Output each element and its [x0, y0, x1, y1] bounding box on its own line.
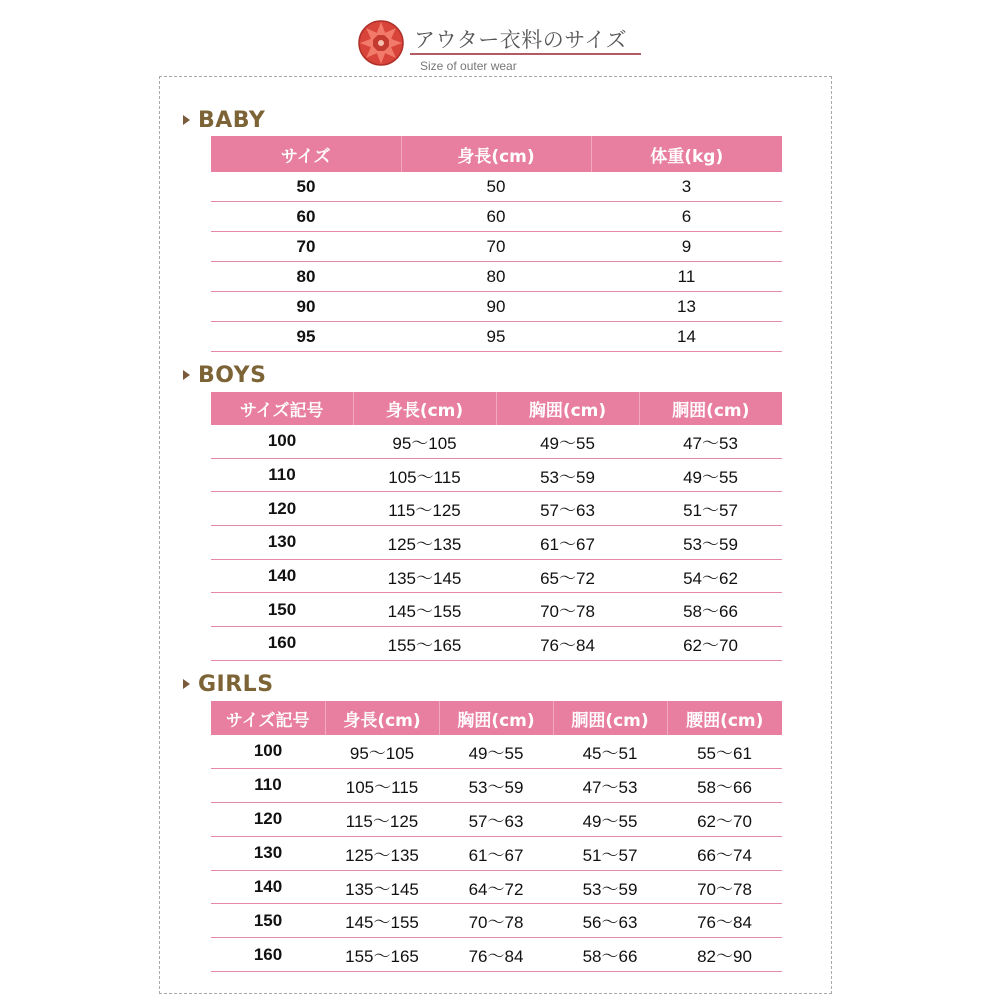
measurement-cell: 125～135 — [325, 836, 439, 870]
column-header: 身長(cm) — [325, 701, 439, 735]
measurement-cell: 54～62 — [639, 559, 782, 593]
red-gear-badge-icon — [356, 18, 406, 68]
size-cell: 100 — [211, 425, 353, 458]
table-row — [211, 172, 782, 202]
column-header: 胸囲(cm) — [439, 701, 553, 735]
measurement-cell: 61～67 — [439, 836, 553, 870]
table-row — [211, 492, 782, 526]
measurement-cell: 105～115 — [353, 458, 496, 492]
size-cell: 160 — [211, 938, 325, 972]
size-cell: 140 — [211, 559, 353, 593]
column-header: 胴囲(cm) — [639, 392, 782, 425]
measurement-cell: 76～84 — [667, 904, 782, 938]
size-cell: 95 — [211, 322, 401, 352]
size-cell: 120 — [211, 802, 325, 836]
measurement-cell: 58～66 — [553, 938, 667, 972]
measurement-cell: 135～145 — [325, 870, 439, 904]
column-header: 体重(kg) — [591, 136, 782, 172]
size-cell: 110 — [211, 458, 353, 492]
triangle-bullet-icon — [183, 679, 190, 689]
section-heading-girls — [183, 670, 274, 698]
table-row — [211, 735, 782, 768]
size-cell: 80 — [211, 262, 401, 292]
measurement-cell: 95～105 — [353, 425, 496, 458]
section-heading-baby — [183, 106, 265, 134]
table-row — [211, 202, 782, 232]
measurement-cell: 62～70 — [639, 627, 782, 661]
measurement-cell: 53～59 — [553, 870, 667, 904]
column-header: 身長(cm) — [401, 136, 591, 172]
table-row — [211, 232, 782, 262]
page-subtitle: Size of outer wear — [420, 59, 517, 73]
measurement-cell: 51～57 — [639, 492, 782, 526]
measurement-cell: 13 — [591, 292, 782, 322]
baby-size-table — [211, 136, 782, 352]
measurement-cell: 47～53 — [553, 768, 667, 802]
table-row — [211, 802, 782, 836]
measurement-cell: 49～55 — [439, 735, 553, 768]
measurement-cell: 57～63 — [496, 492, 639, 526]
measurement-cell: 58～66 — [639, 593, 782, 627]
section-heading-boys — [183, 361, 266, 389]
column-header: サイズ — [211, 136, 401, 172]
measurement-cell: 62～70 — [667, 802, 782, 836]
section-title: GIRLS — [198, 671, 274, 697]
measurement-cell: 53～59 — [639, 526, 782, 560]
measurement-cell: 82～90 — [667, 938, 782, 972]
measurement-cell: 76～84 — [496, 627, 639, 661]
measurement-cell: 76～84 — [439, 938, 553, 972]
measurement-cell: 53～59 — [496, 458, 639, 492]
column-header: 身長(cm) — [353, 392, 496, 425]
size-cell: 50 — [211, 172, 401, 202]
measurement-cell: 105～115 — [325, 768, 439, 802]
measurement-cell: 70～78 — [439, 904, 553, 938]
measurement-cell: 80 — [401, 262, 591, 292]
measurement-cell: 9 — [591, 232, 782, 262]
boys-size-table — [211, 392, 782, 661]
size-cell: 100 — [211, 735, 325, 768]
measurement-cell: 64～72 — [439, 870, 553, 904]
section-title: BOYS — [198, 362, 267, 388]
table-row — [211, 904, 782, 938]
table-row — [211, 262, 782, 292]
measurement-cell: 95～105 — [325, 735, 439, 768]
measurement-cell: 90 — [401, 292, 591, 322]
measurement-cell: 61～67 — [496, 526, 639, 560]
size-cell: 150 — [211, 593, 353, 627]
column-header: サイズ記号 — [211, 392, 353, 425]
table-row — [211, 292, 782, 322]
measurement-cell: 49～55 — [639, 458, 782, 492]
title-underline — [410, 53, 641, 55]
measurement-cell: 66～74 — [667, 836, 782, 870]
section-title: BABY — [198, 107, 266, 133]
table-row — [211, 593, 782, 627]
girls-size-table — [211, 701, 782, 972]
measurement-cell: 55～61 — [667, 735, 782, 768]
table-row — [211, 425, 782, 458]
size-cell: 140 — [211, 870, 325, 904]
measurement-cell: 57～63 — [439, 802, 553, 836]
measurement-cell: 155～165 — [353, 627, 496, 661]
measurement-cell: 53～59 — [439, 768, 553, 802]
measurement-cell: 56～63 — [553, 904, 667, 938]
table-row — [211, 938, 782, 972]
size-cell: 130 — [211, 526, 353, 560]
measurement-cell: 49～55 — [496, 425, 639, 458]
size-cell: 110 — [211, 768, 325, 802]
measurement-cell: 70～78 — [496, 593, 639, 627]
measurement-cell: 58～66 — [667, 768, 782, 802]
measurement-cell: 145～155 — [325, 904, 439, 938]
measurement-cell: 95 — [401, 322, 591, 352]
table-row — [211, 526, 782, 560]
measurement-cell: 145～155 — [353, 593, 496, 627]
table-header-row — [211, 136, 782, 172]
measurement-cell: 65～72 — [496, 559, 639, 593]
measurement-cell: 11 — [591, 262, 782, 292]
table-row — [211, 322, 782, 352]
measurement-cell: 60 — [401, 202, 591, 232]
triangle-bullet-icon — [183, 370, 190, 380]
measurement-cell: 45～51 — [553, 735, 667, 768]
column-header: サイズ記号 — [211, 701, 325, 735]
size-cell: 130 — [211, 836, 325, 870]
measurement-cell: 14 — [591, 322, 782, 352]
measurement-cell: 6 — [591, 202, 782, 232]
triangle-bullet-icon — [183, 115, 190, 125]
table-row — [211, 627, 782, 661]
measurement-cell: 135～145 — [353, 559, 496, 593]
size-cell: 150 — [211, 904, 325, 938]
size-cell: 160 — [211, 627, 353, 661]
page-title: アウター衣料のサイズ — [414, 28, 628, 52]
table-row — [211, 559, 782, 593]
column-header: 腰囲(cm) — [667, 701, 782, 735]
table-row — [211, 870, 782, 904]
column-header: 胴囲(cm) — [553, 701, 667, 735]
measurement-cell: 70 — [401, 232, 591, 262]
measurement-cell: 51～57 — [553, 836, 667, 870]
table-row — [211, 836, 782, 870]
size-cell: 60 — [211, 202, 401, 232]
measurement-cell: 3 — [591, 172, 782, 202]
measurement-cell: 50 — [401, 172, 591, 202]
measurement-cell: 49～55 — [553, 802, 667, 836]
measurement-cell: 115～125 — [353, 492, 496, 526]
measurement-cell: 155～165 — [325, 938, 439, 972]
table-header-row — [211, 701, 782, 735]
page-header — [356, 10, 646, 73]
measurement-cell: 47～53 — [639, 425, 782, 458]
measurement-cell: 125～135 — [353, 526, 496, 560]
size-cell: 90 — [211, 292, 401, 322]
table-row — [211, 768, 782, 802]
size-cell: 70 — [211, 232, 401, 262]
table-header-row — [211, 392, 782, 425]
table-row — [211, 458, 782, 492]
column-header: 胸囲(cm) — [496, 392, 639, 425]
measurement-cell: 115～125 — [325, 802, 439, 836]
size-cell: 120 — [211, 492, 353, 526]
measurement-cell: 70～78 — [667, 870, 782, 904]
